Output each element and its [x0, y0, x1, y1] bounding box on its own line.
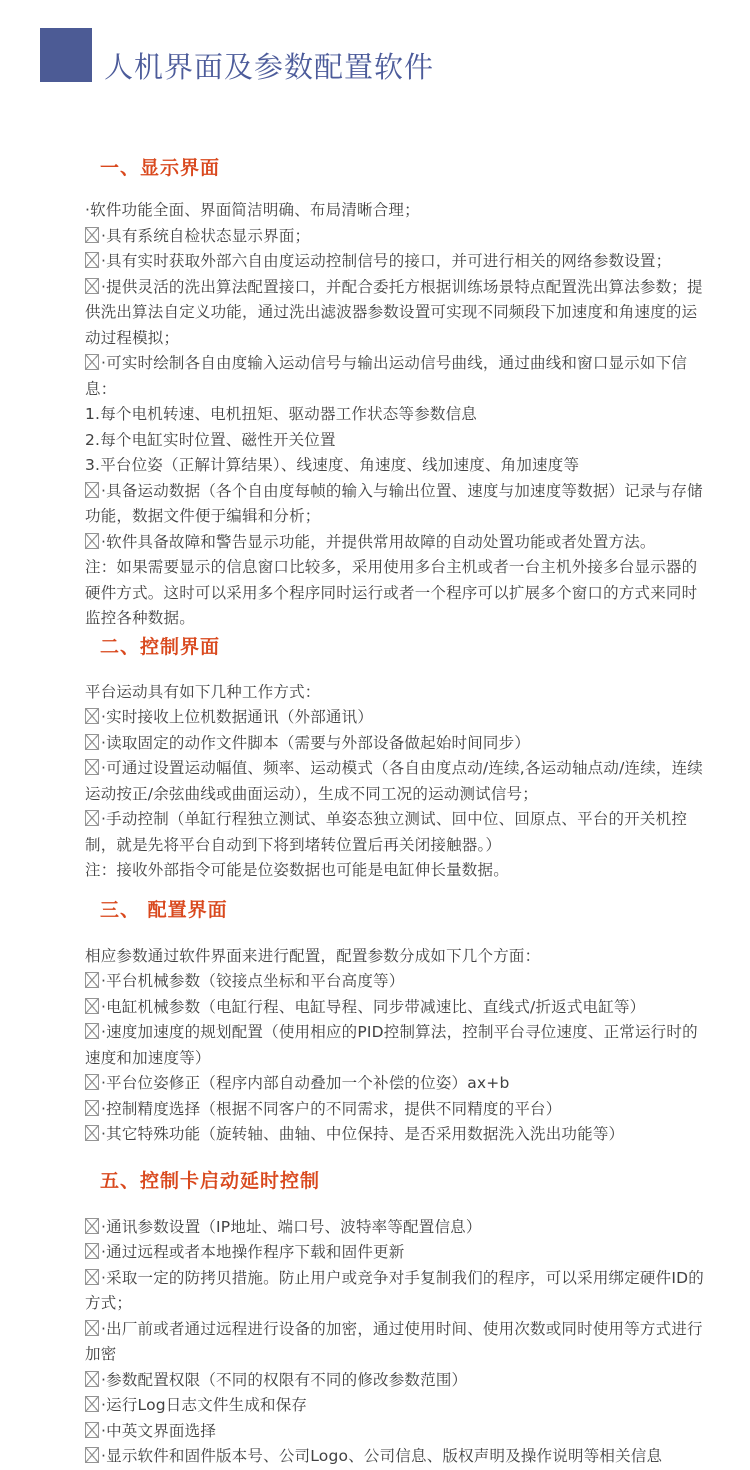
- list-item: [85, 555, 712, 632]
- list-item-text: ·中英文界面选择: [101, 1421, 217, 1440]
- list-item-text: 注：如果需要显示的信息窗口比较多，采用使用多台主机或者一台主机外接多台显示器的硬件方式。这时可以采用多个程序同时运行或者一个程序可以扩展多个窗口的方式来同时监控各种数据。: [85, 558, 698, 627]
- missing-glyph-box-icon: [85, 972, 99, 988]
- list-item: [85, 807, 712, 858]
- list-item: [85, 858, 712, 884]
- list-item: [85, 1444, 712, 1470]
- list-item-text: ·控制精度选择（根据不同客户的不同需求，提供不同精度的平台）: [101, 1099, 562, 1118]
- list-item: [85, 428, 712, 454]
- list-item-text: ·具有实时获取外部六自由度运动控制信号的接口，并可进行相关的网络参数设置；: [101, 252, 672, 270]
- missing-glyph-box-icon: [85, 1074, 99, 1090]
- list-item-text: 平台运动具有如下几种工作方式：: [85, 682, 321, 701]
- list-item-text: 1.每个电机转速、电机扭矩、驱动器工作状态等参数信息: [85, 405, 477, 423]
- missing-glyph-box-icon: [85, 1125, 99, 1141]
- missing-glyph-box-icon: [85, 1269, 99, 1285]
- section-2: [85, 634, 712, 884]
- list-item: [85, 756, 712, 807]
- section-3: [85, 897, 712, 1148]
- section-1: [85, 155, 712, 632]
- missing-glyph-box-icon: [85, 1218, 99, 1234]
- missing-glyph-box-icon: [85, 533, 99, 549]
- list-item-text: ·采取一定的防拷贝措施。防止用户或竞争对手复制我们的程序，可以采用绑定硬件ID的方式；: [85, 1268, 704, 1312]
- section-body: [85, 944, 712, 1148]
- list-item: [85, 1368, 712, 1394]
- list-item: [85, 1240, 712, 1266]
- title-square-icon: [40, 28, 92, 82]
- list-item-text: ·软件功能全面、界面简洁明确、布局清晰合理；: [85, 201, 420, 219]
- page-header: [0, 0, 750, 82]
- list-item-text: ·可通过设置运动幅值、频率、运动模式（各自由度点动/连续,各运动轴点动/连续，连续运动按正/余弦曲线或曲面运动），生成不同工况的运动测试信号；: [85, 759, 704, 803]
- list-item: [85, 1122, 712, 1148]
- list-item-text: ·运行Log日志文件生成和保存: [101, 1396, 308, 1414]
- missing-glyph-box-icon: [85, 1320, 99, 1336]
- section-heading: 二、控制界面: [100, 635, 221, 658]
- missing-glyph-box-icon: [85, 278, 99, 294]
- missing-glyph-box-icon: [85, 708, 99, 724]
- list-item-text: ·通讯参数设置（IP地址、端口号、波特率等配置信息）: [101, 1217, 482, 1236]
- list-item: [85, 995, 712, 1021]
- list-item-text: ·软件具备故障和警告显示功能，并提供常用故障的自动处置功能或者处置方法。: [101, 532, 656, 551]
- list-item: [85, 1215, 712, 1241]
- section-heading: 五、控制卡启动延时控制: [100, 1169, 321, 1192]
- list-item: [85, 1071, 712, 1097]
- list-item-text: ·电缸机械参数（电缸行程、电缸导程、同步带减速比、直线式/折返式电缸等）: [101, 997, 646, 1016]
- missing-glyph-box-icon: [85, 1447, 99, 1463]
- missing-glyph-box-icon: [85, 1100, 99, 1116]
- list-item: [85, 249, 712, 275]
- section-4: [85, 1168, 712, 1470]
- section-heading: 三、 配置界面: [100, 898, 228, 921]
- page-title: 人机界面及参数配置软件: [104, 50, 435, 84]
- content: [0, 155, 750, 1470]
- list-item: [85, 402, 712, 428]
- list-item: [85, 1097, 712, 1123]
- missing-glyph-box-icon: [85, 482, 99, 498]
- section-body: [85, 198, 712, 632]
- list-item: [85, 198, 712, 224]
- list-item: [85, 479, 712, 530]
- section-heading: 一、显示界面: [100, 157, 221, 179]
- list-item: [85, 1020, 712, 1071]
- list-item-text: ·出厂前或者通过远程进行设备的加密，通过使用时间、使用次数或同时使用等方式进行加密: [85, 1319, 703, 1363]
- list-item-text: ·参数配置权限（不同的权限有不同的修改参数范围）: [101, 1370, 468, 1389]
- list-item-text: ·提供灵活的洗出算法配置接口，并配合委托方根据训练场景特点配置洗出算法参数；提供洗出算法自定义功能，通过洗出滤波器参数设置可实现不同频段下加速度和角速度的运动过程模拟；: [85, 277, 703, 347]
- missing-glyph-box-icon: [85, 810, 99, 826]
- missing-glyph-box-icon: [85, 1396, 99, 1412]
- list-item: [85, 351, 712, 402]
- list-item: [85, 453, 712, 479]
- list-item: [85, 1393, 712, 1419]
- list-item: [85, 1266, 712, 1317]
- list-item: [85, 224, 712, 250]
- list-item: [85, 530, 712, 556]
- list-item-text: ·速度加速度的规划配置（使用相应的PID控制算法，控制平台寻位速度、正常运行时的速度和加速度等）: [85, 1023, 698, 1067]
- list-item-text: ·具备运动数据（各个自由度每帧的输入与输出位置、速度与加速度等数据）记录与存储功能，数据文件便于编辑和分析；: [85, 481, 703, 525]
- list-item: [85, 275, 712, 352]
- missing-glyph-box-icon: [85, 1422, 99, 1438]
- list-item-text: ·实时接收上位机数据通讯（外部通讯）: [101, 708, 374, 726]
- list-item-text: 3.平台位姿（正解计算结果）、线速度、角速度、线加速度、角加速度等: [85, 456, 580, 474]
- missing-glyph-box-icon: [85, 1371, 99, 1387]
- list-item-text: ·平台位姿修正（程序内部自动叠加一个补偿的位姿）ax+b: [101, 1074, 510, 1092]
- list-item-text: ·可实时绘制各自由度输入运动信号与输出运动信号曲线，通过曲线和窗口显示如下信息：: [85, 354, 688, 398]
- section-body: [85, 1215, 712, 1470]
- list-item: [85, 1317, 712, 1368]
- list-item-text: ·具有系统自检状态显示界面；: [101, 226, 311, 245]
- list-item: [85, 705, 712, 731]
- section-body: [85, 680, 712, 884]
- missing-glyph-box-icon: [85, 354, 99, 370]
- list-item: [85, 731, 712, 757]
- list-item-text: ·其它特殊功能（旋转轴、曲轴、中位保持、是否采用数据洗入洗出功能等）: [101, 1125, 625, 1143]
- list-item-text: 2.每个电缸实时位置、磁性开关位置: [85, 430, 336, 449]
- missing-glyph-box-icon: [85, 252, 99, 268]
- missing-glyph-box-icon: [85, 998, 99, 1014]
- list-item-text: ·平台机械参数（铰接点坐标和平台高度等）: [101, 972, 405, 990]
- list-item-text: ·手动控制（单缸行程独立测试、单姿态独立测试、回中位、回原点、平台的开关机控制，就是先将平台自动到下将到堵转位置后再关闭接触器。）: [85, 810, 688, 854]
- list-item: [85, 680, 712, 706]
- list-item: [85, 944, 712, 970]
- list-item-text: ·读取固定的动作文件脚本（需要与外部设备做起始时间同步）: [101, 733, 531, 752]
- missing-glyph-box-icon: [85, 1023, 99, 1039]
- list-item: [85, 969, 712, 995]
- missing-glyph-box-icon: [85, 227, 99, 243]
- list-item-text: 相应参数通过软件界面来进行配置，配置参数分成如下几个方面：: [85, 946, 541, 965]
- missing-glyph-box-icon: [85, 759, 99, 775]
- list-item-text: ·显示软件和固件版本号、公司Logo、公司信息、版权声明及操作说明等相关信息: [101, 1447, 663, 1465]
- missing-glyph-box-icon: [85, 734, 99, 750]
- list-item-text: 注：接收外部指令可能是位姿数据也可能是电缸伸长量数据。: [85, 861, 509, 879]
- list-item-text: ·通过远程或者本地操作程序下载和固件更新: [101, 1243, 405, 1261]
- list-item: [85, 1419, 712, 1445]
- missing-glyph-box-icon: [85, 1243, 99, 1259]
